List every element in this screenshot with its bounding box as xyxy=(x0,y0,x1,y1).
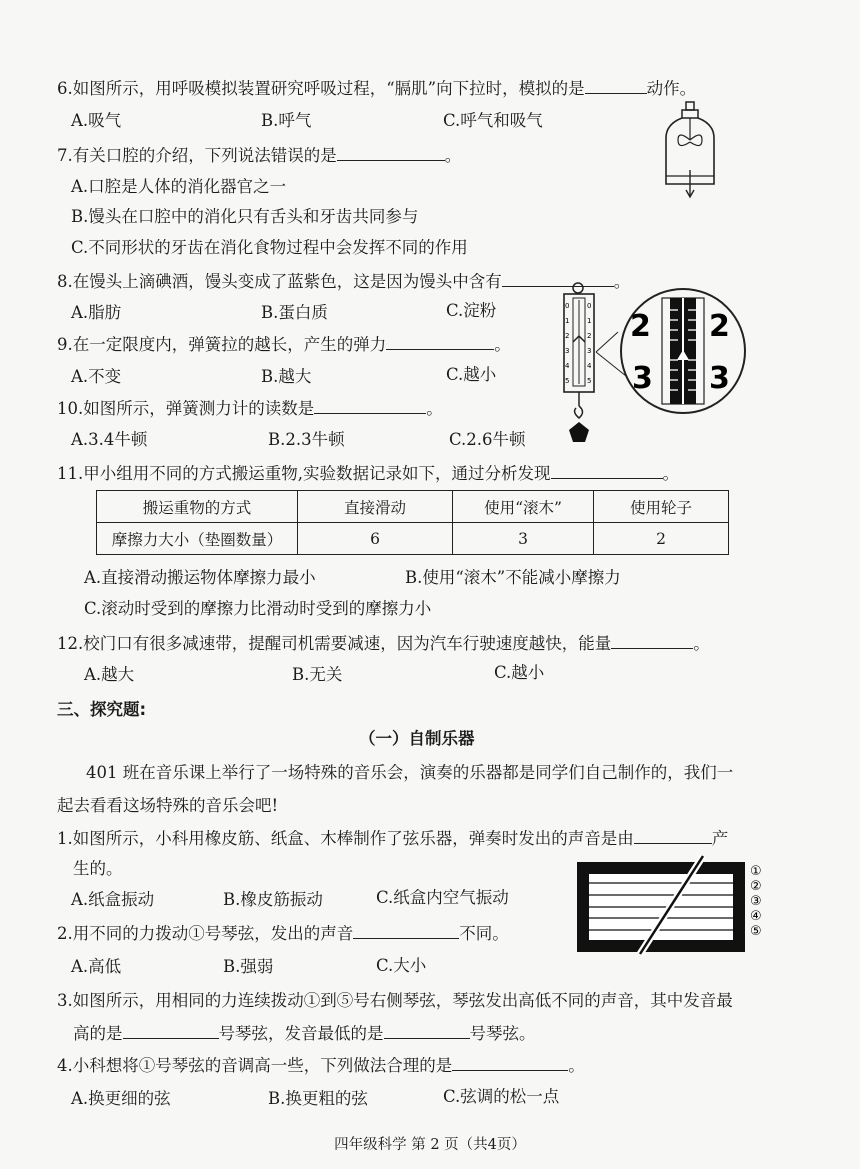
tick-label: 4 xyxy=(587,362,592,370)
p4-option-c: C.弦调的松一点 xyxy=(443,1087,560,1106)
question-7-suffix: 。 xyxy=(444,146,462,165)
section-3-title: 三、探究题: xyxy=(57,700,147,719)
table-cell: 摩擦力大小（垫圈数量） xyxy=(97,523,298,555)
table-header-cell: 使用“滚木” xyxy=(453,491,594,523)
q7-option-c: C.不同形状的牙齿在消化食物过程中会发挥不同的作用 xyxy=(71,238,468,257)
q10-option-c: C.2.6牛顿 xyxy=(449,430,526,449)
answer-blank[interactable] xyxy=(585,77,647,94)
p4-option-b: B.换更粗的弦 xyxy=(268,1089,368,1108)
zoom-label: 2 xyxy=(630,309,651,344)
tick-label: 2 xyxy=(565,332,570,340)
inquiry-question-2-suffix: 不同。 xyxy=(459,924,509,943)
question-8-text: 8.在馒头上滴碘酒，馒头变成了蓝紫色，这是因为馒头中含有 xyxy=(57,272,502,291)
question-9-suffix: 。 xyxy=(494,335,511,354)
question-8 xyxy=(57,270,630,293)
tick-label: 2 xyxy=(587,332,592,340)
answer-blank[interactable] xyxy=(386,333,494,350)
q7-option-b: B.馒头在口腔中的消化只有舌头和牙齿共同参与 xyxy=(71,207,419,226)
q11-option-a: A.直接滑动搬运物体摩擦力最小 xyxy=(84,568,316,587)
q9-option-a: A.不变 xyxy=(71,367,122,386)
answer-blank[interactable] xyxy=(611,632,693,649)
inquiry-question-1-text: 1.如图所示，小科用橡皮筋、纸盒、木棒制作了弦乐器，弹奏时发出的声音是由 xyxy=(57,829,634,848)
string-label: ④ xyxy=(750,909,762,924)
string-label: ⑤ xyxy=(750,924,762,939)
q10-option-a: A.3.4牛顿 xyxy=(71,430,148,449)
p1-option-a: A.纸盒振动 xyxy=(71,890,155,909)
p2-option-b: B.强弱 xyxy=(223,957,274,976)
question-8-suffix: 。 xyxy=(613,272,631,291)
q12-option-c: C.越小 xyxy=(494,663,545,682)
intro-line-2: 起去看看这场特殊的音乐会吧! xyxy=(57,796,279,815)
q7-option-a: A.口腔是人体的消化器官之一 xyxy=(71,177,287,196)
p1-option-c: C.纸盒内空气振动 xyxy=(376,888,509,907)
q8-option-a: A.脂肪 xyxy=(71,303,122,322)
tick-label: 0 xyxy=(587,302,592,310)
question-10-suffix: 。 xyxy=(426,399,443,418)
spring-scale-figure xyxy=(556,280,746,450)
q10-option-b: B.2.3牛顿 xyxy=(268,430,345,449)
string-label: ① xyxy=(750,864,762,879)
tick-label: 4 xyxy=(565,362,570,370)
tick-label: 3 xyxy=(587,347,592,355)
string-label: ③ xyxy=(750,894,762,909)
question-6 xyxy=(57,77,696,100)
answer-blank[interactable] xyxy=(314,397,426,414)
inquiry-question-4-suffix: 。 xyxy=(568,1056,585,1075)
table-row xyxy=(97,523,729,555)
inquiry-question-1 xyxy=(57,827,728,850)
table-header-cell: 搬运重物的方式 xyxy=(97,491,298,523)
question-11-text: 11.甲小组用不同的方式搬运重物,实验数据记录如下，通过分析发现 xyxy=(57,464,551,483)
question-6-suffix: 动作。 xyxy=(646,79,697,98)
q8-option-b: B.蛋白质 xyxy=(261,303,328,322)
answer-blank[interactable] xyxy=(353,922,459,939)
table-header-cell: 使用轮子 xyxy=(594,491,729,523)
tick-label: 5 xyxy=(587,377,592,385)
q9-option-b: B.越大 xyxy=(261,367,312,386)
page-footer: 四年级科学 第 2 页（共4页） xyxy=(334,1137,526,1153)
string-label: ② xyxy=(750,879,762,894)
inquiry-question-2-text: 2.用不同的力拨动①号琴弦，发出的声音 xyxy=(57,924,354,943)
tick-label: 0 xyxy=(565,302,570,310)
tick-label: 1 xyxy=(565,317,570,325)
zoom-label: 3 xyxy=(709,361,730,396)
p1-option-b: B.橡皮筋振动 xyxy=(223,890,323,909)
q11-option-c: C.滚动时受到的摩擦力比滑动时受到的摩擦力小 xyxy=(84,599,432,618)
answer-blank[interactable] xyxy=(337,144,445,161)
inquiry-question-1-line2: 生的。 xyxy=(73,859,123,878)
question-7-text: 7.有关口腔的介绍，下列说法错误的是 xyxy=(57,146,337,165)
inquiry-question-4 xyxy=(57,1054,585,1077)
zoom-label: 3 xyxy=(632,361,653,396)
q6-option-a: A.吸气 xyxy=(71,111,122,130)
table-header-cell: 直接滑动 xyxy=(298,491,453,523)
inquiry-question-1-suffix: 产 xyxy=(711,829,729,848)
inquiry-question-4-text: 4.小科想将①号琴弦的音调高一些，下列做法合理的是 xyxy=(57,1056,453,1075)
table-cell: 3 xyxy=(453,523,594,555)
question-10 xyxy=(57,397,443,420)
question-9-text: 9.在一定限度内，弹簧拉的越长，产生的弹力 xyxy=(57,335,387,354)
table-header-row xyxy=(97,491,729,523)
answer-blank[interactable] xyxy=(123,1022,219,1039)
q9-option-c: C.越小 xyxy=(446,365,497,384)
question-12-suffix: 。 xyxy=(693,634,710,653)
question-11 xyxy=(57,462,679,485)
question-9 xyxy=(57,333,511,356)
inquiry-question-2 xyxy=(57,922,509,945)
zoom-label: 2 xyxy=(709,309,730,344)
p2-option-a: A.高低 xyxy=(71,957,122,976)
string-instrument-figure xyxy=(575,858,775,958)
inquiry-question-3-line2 xyxy=(73,1022,536,1045)
answer-blank[interactable] xyxy=(452,1054,568,1071)
q8-option-c: C.淀粉 xyxy=(446,301,497,320)
answer-blank[interactable] xyxy=(384,1022,470,1039)
subsection-title: （一）自制乐器 xyxy=(359,729,475,748)
p2-option-c: C.大小 xyxy=(376,956,427,975)
inquiry-question-3-pre: 高的是 xyxy=(73,1024,123,1043)
q12-option-a: A.越大 xyxy=(84,665,135,684)
q11-option-b: B.使用“滚木”不能减小摩擦力 xyxy=(405,568,621,587)
q6-option-c: C.呼气和吸气 xyxy=(443,111,543,130)
question-6-text: 6.如图所示，用呼吸模拟装置研究呼吸过程，“膈肌”向下拉时，模拟的是 xyxy=(57,79,585,98)
table-cell: 2 xyxy=(594,523,729,555)
tick-label: 3 xyxy=(565,347,570,355)
breathing-model-figure xyxy=(660,100,720,200)
tick-label: 5 xyxy=(565,377,570,385)
friction-data-table xyxy=(96,490,729,555)
inquiry-question-3: 3.如图所示，用相同的力连续拨动①到⑤号右侧琴弦，琴弦发出高低不同的声音，其中发音最 xyxy=(57,991,733,1010)
answer-blank[interactable] xyxy=(634,827,712,844)
question-11-suffix: 。 xyxy=(662,464,679,483)
question-12-text: 12.校门口有很多减速带，提醒司机需要减速，因为汽车行驶速度越快，能量 xyxy=(57,634,612,653)
inquiry-question-3-mid: 号琴弦，发音最低的是 xyxy=(218,1024,384,1043)
p4-option-a: A.换更细的弦 xyxy=(71,1089,171,1108)
intro-line-1: 401 班在音乐课上举行了一场特殊的音乐会，演奏的乐器都是同学们自己制作的，我们一 xyxy=(86,763,734,782)
tick-label: 1 xyxy=(587,317,592,325)
q6-option-b: B.呼气 xyxy=(261,111,312,130)
question-7 xyxy=(57,144,461,167)
answer-blank[interactable] xyxy=(551,462,663,479)
q12-option-b: B.无关 xyxy=(292,665,343,684)
inquiry-question-3-suffix: 号琴弦。 xyxy=(469,1024,536,1043)
table-cell: 6 xyxy=(298,523,453,555)
question-10-text: 10.如图所示，弹簧测力计的读数是 xyxy=(57,399,315,418)
question-12 xyxy=(57,632,710,655)
